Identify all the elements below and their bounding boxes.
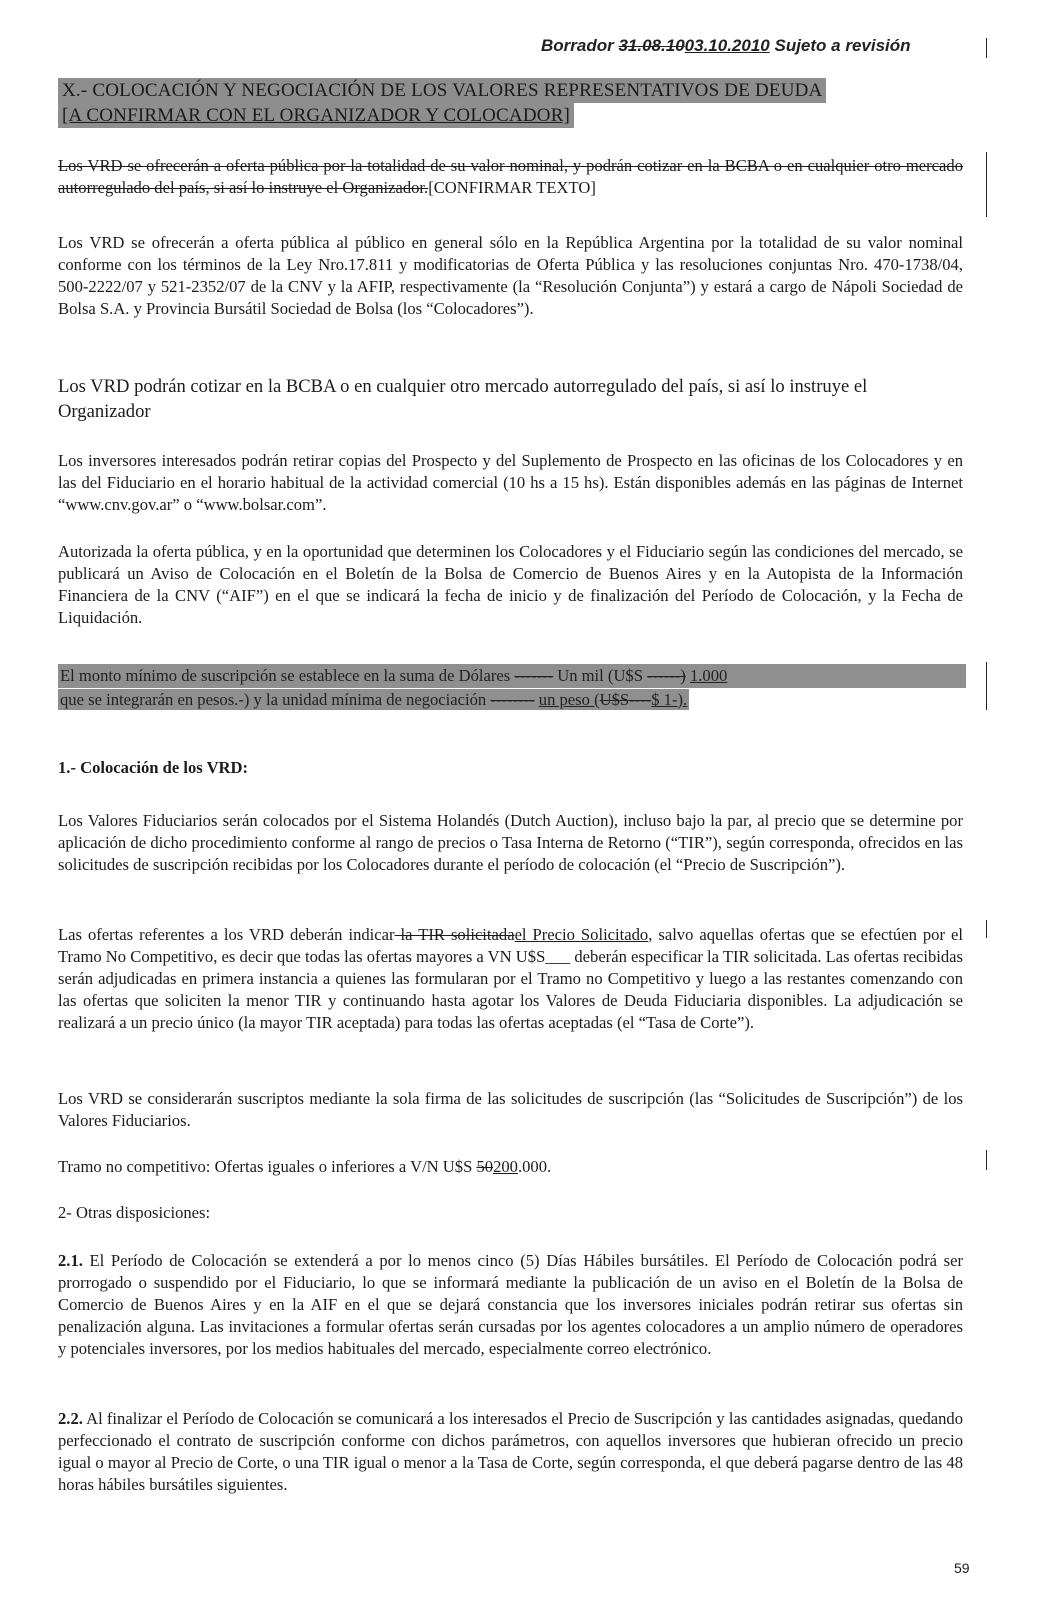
- section2-title: 2- Otras disposiciones:: [58, 1203, 211, 1222]
- inserted-amount: 200: [493, 1157, 518, 1176]
- offer-paragraph: Los VRD se ofrecerán a oferta pública al público en general sólo en la República Argentina por la totalidad de su valor nominal conforme con los términos de la Ley Nro.17.811 y modificatorias de Oferta Pública y las resoluciones conjuntas Nro. 470-1738/04, 500-2222/07 y 521-2352/07 de la CNV y la AFIP, respectivamente (la “Resolución Conjunta”) y estará a cargo de Nápoli Sociedad de Bolsa S.A. y Provincia Bursátil Sociedad de Bolsa (los “Colocadores”).: [58, 233, 963, 318]
- draft-status: Sujeto a revisión: [774, 36, 911, 55]
- draft-label: Borrador: [541, 36, 614, 55]
- section-title: [58, 78, 963, 128]
- revision-bar: [986, 1150, 987, 1170]
- deleted-tir: la TIR solicitada: [394, 925, 515, 944]
- signed-paragraph: Los VRD se considerarán suscriptos mediante la sola firma de las solicitudes de suscripción (las “Solicitudes de Suscripción”) de los Valores Fiduciarios.: [58, 1089, 963, 1130]
- section-title-line2: [A CONFIRMAR CON EL ORGANIZADOR Y COLOCADOR]: [58, 103, 574, 128]
- revision-bar: [986, 920, 987, 938]
- quote-paragraph: Los VRD podrán cotizar en la BCBA o en cualquier otro mercado autorregulado del país, si así lo instruye el Organizador: [58, 376, 868, 422]
- draft-header: [541, 36, 911, 56]
- minimum-subscription: [58, 664, 966, 711]
- dutch-auction-paragraph: Los Valores Fiduciarios serán colocados por el Sistema Holandés (Dutch Auction), incluso bajo la par, al precio que se determine por aplicación de dicho procedimiento conforme al rango de precios o Tasa Interna de Retorno (“TIR”), según corresponda, ofrecidos en las solicitudes de suscripción recibidas por los Colocadores durante el período de colocación (el “Precio de Suscripción”).: [58, 811, 963, 874]
- offers-paragraph: Las ofertas referentes a los VRD deberán indicar la TIR solicitadael Precio Solicitado, salvo aquellas ofertas que se efectúen por el Tramo No Competitivo, es decir que todas las ofertas mayores a VN U$S___ deberán especificar la TIR solicitada. Las ofertas recibidas serán adjudicadas en primera instancia a quienes las formularan por el Tramo no Competitivo y luego a las restantes comenzando con las ofertas que soliciten la menor TIR y continuando hasta agotar los Valores de Deuda Fiduciaria disponibles. La adjudicación se realizará a un precio único (la mayor TIR aceptada) para todas las ofertas aceptadas (el “Tasa de Corte”).: [58, 925, 963, 1032]
- paragraph-2-2: 2.2. Al finalizar el Período de Colocación se comunicará a los interesados el Precio de Suscripción y las cantidades asignadas, quedando perfeccionado el contrato de suscripción conforme con dichos parámetros, con aquellos inversores que hubieran ofrecido un precio igual o mayor al Precio de Corte, o una TIR igual o menor a la Tasa de Corte, según corresponda, el que deberá pagarse dentro de las 48 horas hábiles bursátiles siguientes.: [58, 1409, 963, 1494]
- minimum-line2: que se integrarán en pesos.-) y la unidad mínima de negociación -------- un peso (U$S----$ 1-).: [60, 690, 688, 709]
- revision-bar: [986, 38, 987, 58]
- tramo-paragraph: Tramo no competitivo: Ofertas iguales o inferiores a V/N U$S 50200.000.: [58, 1157, 552, 1176]
- revision-bar: [986, 152, 987, 217]
- old-date: 31.08.10: [618, 36, 685, 55]
- inserted-price: el Precio Solicitado: [514, 925, 649, 944]
- paragraph-2-1: 2.1. El Período de Colocación se extenderá a por lo menos cinco (5) Días Hábiles bursátiles. El Período de Colocación podrá ser prorrogado o suspendido por el Fiduciario, lo que se informará mediante la publicación de un aviso en el Boletín de la Bolsa de Comercio de Buenos Aires y en la AIF en el que se dejará constancia que los inversores iniciales podrán retirar sus ofertas sin penalización alguna. Las invitaciones a formular ofertas serán cursadas por los agentes colocadores a un amplio número de operadores y potenciales inversores, por los medios habituales del mercado, especialmente correo electrónico.: [58, 1251, 963, 1358]
- section-title-line1: X.- COLOCACIÓN Y NEGOCIACIÓN DE LOS VALORES REPRESENTATIVOS DE DEUDA: [58, 78, 826, 103]
- minimum-line1: El monto mínimo de suscripción se establece en la suma de Dólares ------- Un mil (U$S ------) 1.000: [58, 664, 966, 688]
- deleted-paragraph: [58, 155, 963, 199]
- confirm-text: [CONFIRMAR TEXTO]: [428, 178, 596, 197]
- revision-bar: [986, 662, 987, 710]
- authorized-paragraph: Autorizada la oferta pública, y en la oportunidad que determinen los Colocadores y el Fiduciario según las condiciones del mercado, se publicará un Aviso de Colocación en el Boletín de la Bolsa de Comercio de Buenos Aires y en la Autopista de la Información Financiera de la CNV (“AIF”) en el que se indicará la fecha de inicio y de finalización del Período de Colocación, y la Fecha de Liquidación.: [58, 542, 963, 627]
- deleted-text: Los VRD se ofrecerán a oferta pública por la totalidad de su valor nominal, y podrán cotizar en la BCBA o en cualquier otro mercado autorregulado del país, si así lo instruye el Organizador.: [58, 156, 963, 197]
- deleted-amount: 50: [476, 1157, 494, 1176]
- page-number: 59: [954, 1560, 970, 1576]
- new-date: 03.10.2010: [684, 36, 770, 55]
- copies-paragraph: Los inversores interesados podrán retirar copias del Prospecto y del Suplemento de Prospecto en las oficinas de los Colocadores y en las del Fiduciario en el horario habitual de la actividad comercial (10 hs a 15 hs). Están disponibles además en las páginas de Internet “www.cnv.gov.ar” o “www.bolsar.com”.: [58, 451, 963, 514]
- section1-title: 1.- Colocación de los VRD:: [58, 758, 249, 777]
